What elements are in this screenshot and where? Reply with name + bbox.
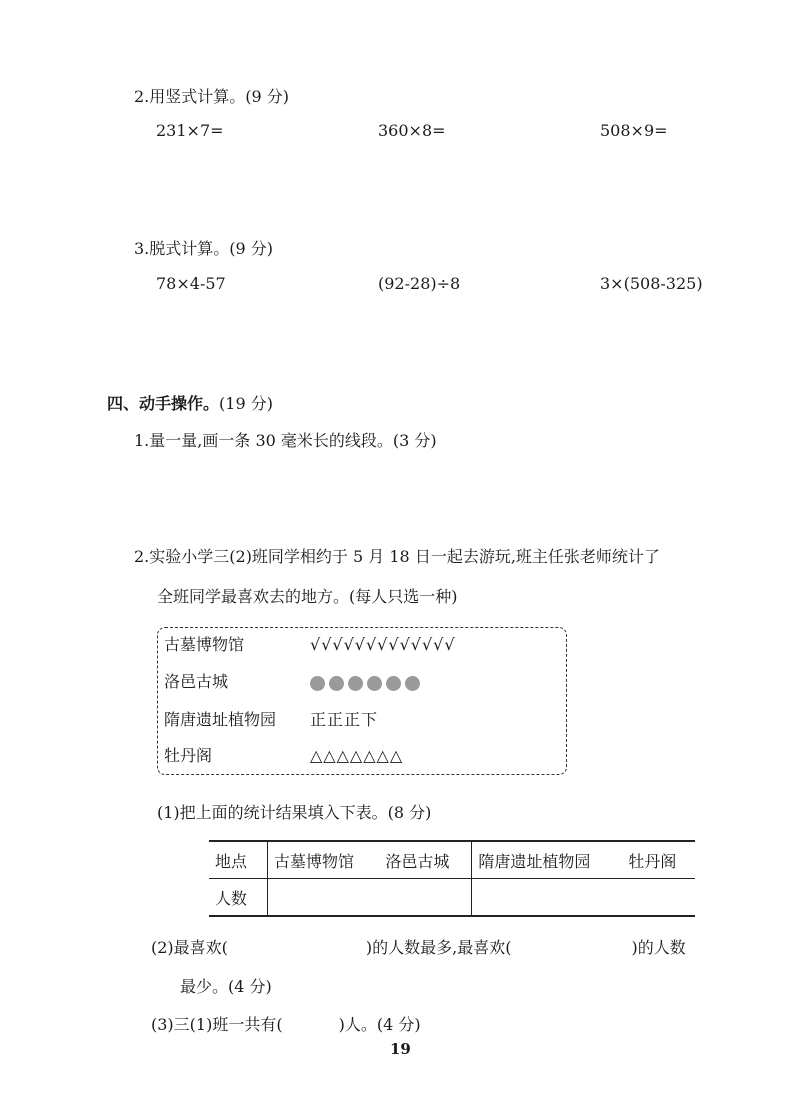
tally-row bbox=[164, 743, 403, 769]
tally-dot bbox=[367, 676, 382, 691]
tally-label: 隋唐遗址植物园 bbox=[164, 710, 277, 729]
sub2-part3: )的人数 bbox=[631, 938, 686, 957]
q3-problem-2: (92-28)÷8 bbox=[378, 274, 461, 293]
tally-dot bbox=[386, 676, 401, 691]
s4-q2-line2: 全班同学最喜欢去的地方。(每人只选一种) bbox=[157, 587, 458, 606]
dot-tally bbox=[310, 670, 424, 696]
q2-title: 2.用竖式计算。(9 分) bbox=[134, 87, 290, 106]
table-cell-place-3: 隋唐遗址植物园 bbox=[472, 841, 623, 879]
tally-label: 牡丹阁 bbox=[164, 746, 213, 765]
q2-problem-1: 231×7= bbox=[156, 121, 224, 140]
table-cell-place-label: 地点 bbox=[209, 841, 268, 879]
q3-problem-3: 3×(508-325) bbox=[600, 274, 703, 293]
tally-label: 洛邑古城 bbox=[164, 672, 229, 691]
sub2-part2: )的人数最多,最喜欢( bbox=[365, 938, 512, 957]
zheng-tally: 正正正下 bbox=[310, 710, 379, 729]
sub2-line2: 最少。(4 分) bbox=[180, 977, 272, 996]
table-cell-place-4: 牡丹阁 bbox=[622, 841, 695, 879]
triangle-tally: △△△△△△△ bbox=[310, 746, 404, 765]
tally-dot bbox=[329, 676, 344, 691]
table-row bbox=[209, 879, 695, 917]
q2-problem-2: 360×8= bbox=[378, 121, 446, 140]
q3-title: 3.脱式计算。(9 分) bbox=[134, 239, 274, 258]
tally-box bbox=[157, 627, 567, 775]
table-cell-place-2: 洛邑古城 bbox=[379, 841, 472, 879]
section4-points: (19 分) bbox=[219, 394, 273, 413]
s4-q2-line1: 2.实验小学三(2)班同学相约于 5 月 18 日一起去游玩,班主任张老师统计了 bbox=[134, 547, 660, 566]
tally-row bbox=[164, 707, 378, 733]
q2-problem-3: 508×9= bbox=[600, 121, 668, 140]
tally-label: 古墓博物馆 bbox=[164, 635, 245, 654]
section4-heading: 四、动手操作。 bbox=[107, 394, 220, 413]
answer-cell-1[interactable] bbox=[268, 879, 472, 917]
table-cell-place-1: 古墓博物馆 bbox=[268, 841, 380, 879]
s4-q1: 1.量一量,画一条 30 毫米长的线段。(3 分) bbox=[134, 431, 437, 450]
sub2-part1: (2)最喜欢( bbox=[151, 938, 228, 957]
section4-header bbox=[107, 391, 273, 414]
table-row bbox=[209, 841, 695, 879]
sub1-text: (1)把上面的统计结果填入下表。(8 分) bbox=[157, 803, 432, 822]
tally-dot bbox=[348, 676, 363, 691]
sub3-line bbox=[151, 1012, 421, 1035]
tally-dot bbox=[310, 676, 325, 691]
checkmark-tally: √√√√√√√√√√√√√ bbox=[310, 635, 456, 654]
tally-row bbox=[164, 632, 456, 658]
sub2-line1 bbox=[151, 935, 686, 958]
table-cell-count-label: 人数 bbox=[209, 879, 268, 917]
q3-problem-1: 78×4-57 bbox=[156, 274, 226, 293]
sub3-part1: (3)三(1)班一共有( bbox=[151, 1015, 283, 1034]
tally-row bbox=[164, 669, 424, 695]
fill-table bbox=[209, 840, 695, 917]
answer-cell-2[interactable] bbox=[472, 879, 695, 917]
page-number: 19 bbox=[390, 1040, 411, 1058]
tally-dot bbox=[405, 676, 420, 691]
sub3-part2: )人。(4 分) bbox=[338, 1015, 421, 1034]
